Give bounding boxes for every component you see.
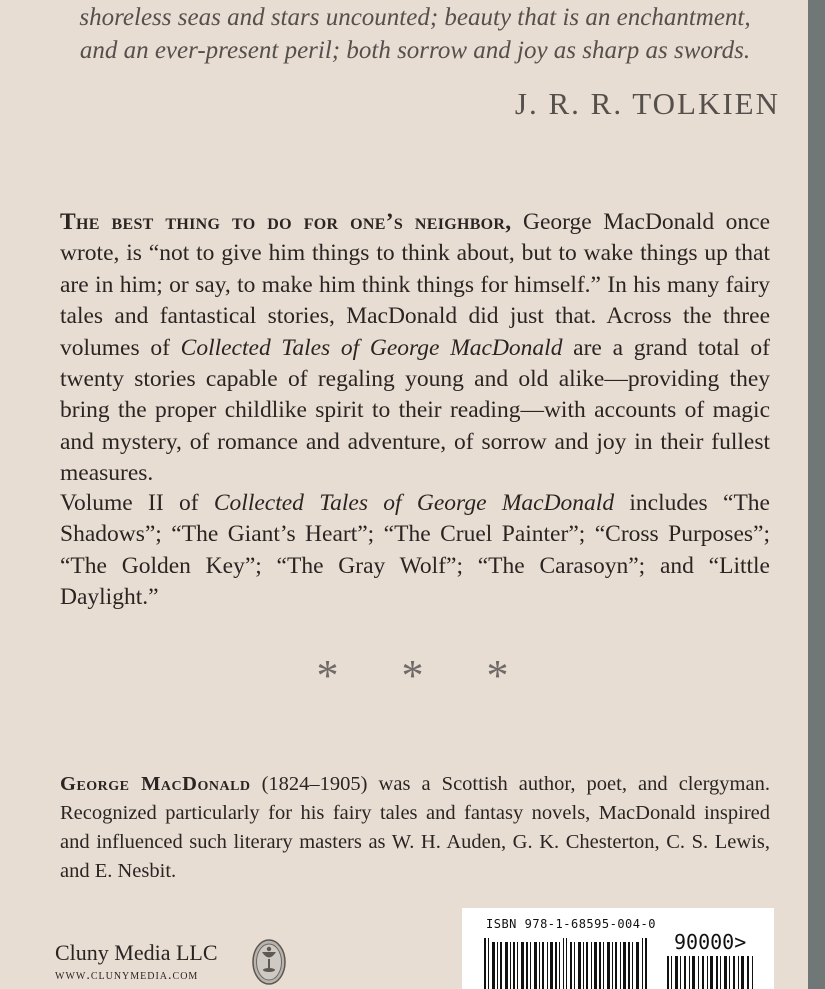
book-title-reference-2: Collected Tales of George MacDonald — [213, 490, 615, 516]
isbn-number: ISBN 978-1-68595-004-0 — [486, 917, 656, 931]
publisher-url: www.clunymedia.com — [55, 968, 199, 983]
spine-edge-strip — [808, 0, 825, 989]
barcode-bars — [484, 938, 654, 989]
description-p2-text-a: Volume II of — [60, 490, 214, 516]
description-p1-text-a: George MacDonald once wrote, is “not to give him things to think about, but to wake things up that are in him; or say, to make him think things for himself.” In his many fairy tales and fantastical stories, MacDonald did just that. Across the three volumes of — [60, 209, 771, 361]
publisher-name: Cluny Media LLC — [55, 940, 218, 965]
description-paragraph-1 — [60, 207, 770, 490]
section-divider-asterisks: * * * — [316, 651, 535, 700]
publisher-block — [55, 940, 218, 984]
quote-line-1: shoreless seas and stars uncounted; beauty that is an enchantment, — [79, 4, 751, 31]
price-barcode-bars — [667, 956, 759, 989]
description-lead-in: The best thing to do for one’s neighbor, — [60, 209, 512, 235]
quote-line-2: and an ever-present peril; both sorrow and joy as sharp as swords. — [79, 37, 751, 64]
author-name: George MacDonald — [60, 773, 251, 795]
description-p1-text-b: are a grand total of twenty stories capable of regaling young and old alike—providing they bring the proper childlike spirit to their reading—with accounts of magic and mystery, of romance and adventure, of sorrow and joy in their fullest measures. — [60, 334, 770, 487]
chalice-seal-icon — [252, 939, 286, 985]
quote-attribution: J. R. R. TOLKIEN — [514, 86, 780, 121]
price-code: 90000> — [674, 930, 747, 954]
book-title-reference: Collected Tales of George MacDonald — [180, 334, 563, 361]
epigraph-quote — [60, 0, 770, 67]
description-paragraph-2 — [60, 488, 770, 614]
description-p2-text-b: includes “The Shadows”; “The Giant’s Heart”; “The Cruel Painter”; “Cross Purposes”; “The Golden Key”; “The Gray Wolf”; “The Carasoyn”; and “Little Daylight.” — [60, 490, 770, 611]
isbn-barcode — [462, 908, 774, 989]
author-bio-text: (1824–1905) was a Scottish author, poet, and clergyman. Recognized particularly for his fairy tales and fantasy novels, MacDonald inspired and influenced such literary masters as W. H. Auden, G. K. Chesterton, C. S. Lewis, and E. Nesbit. — [60, 773, 770, 882]
author-bio — [60, 770, 770, 886]
